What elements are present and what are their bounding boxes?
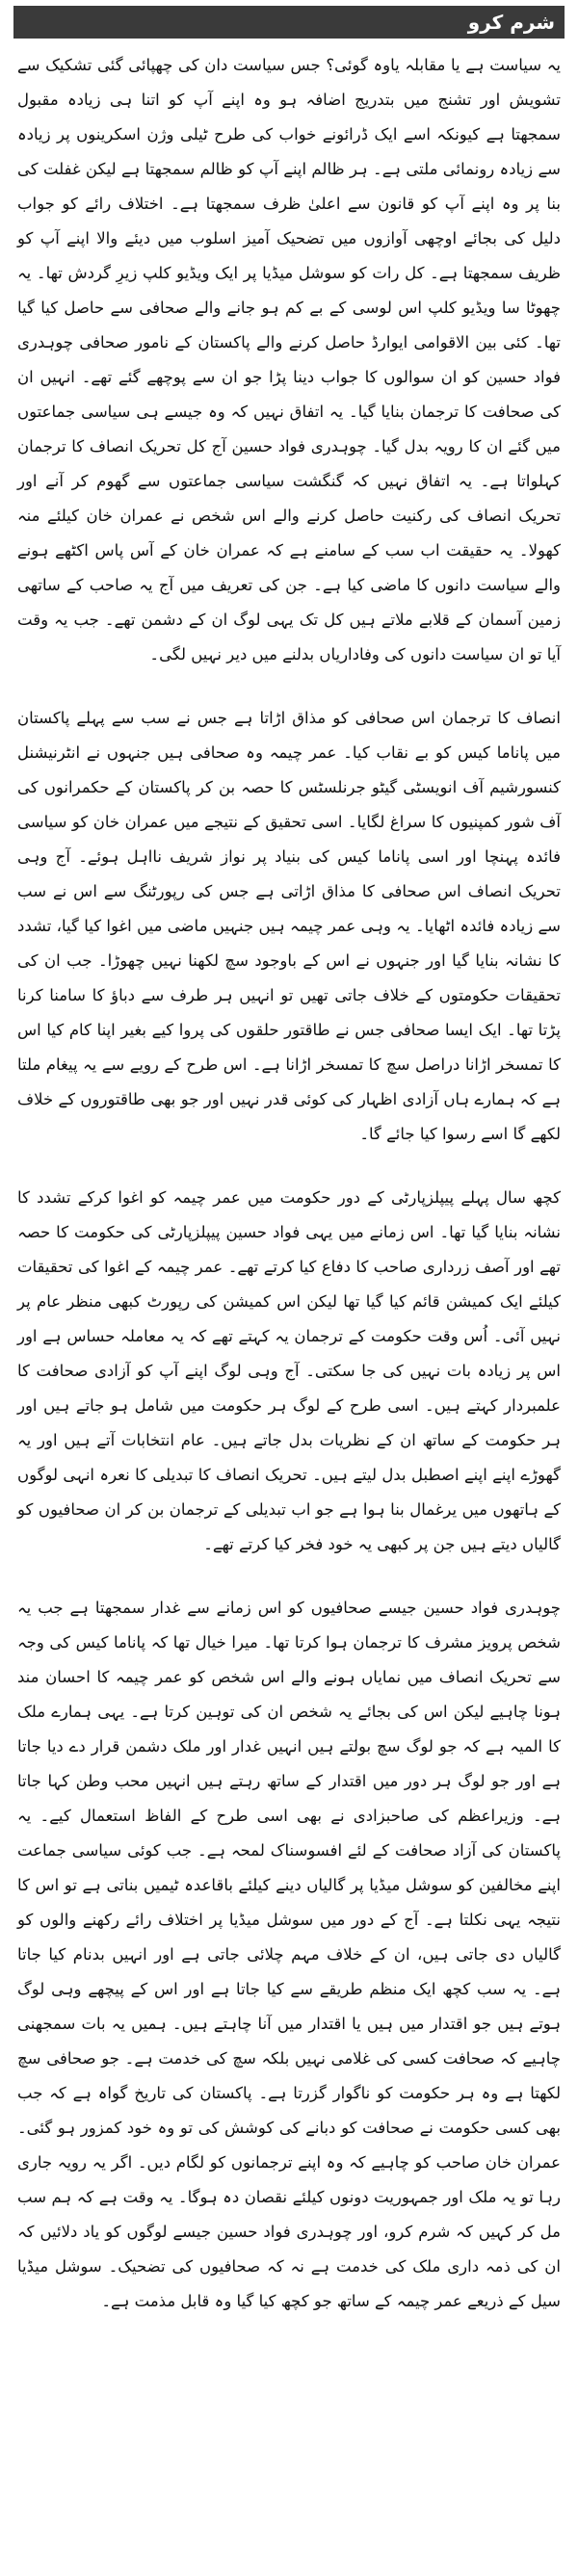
article-page	[13, 6, 565, 2567]
article-paragraph-1: یہ سیاست ہے یا مقابلہ یاوہ گوئی؟ جس سیاست دان کی چھپائی گئی تشکیک سے تشویش اور تشنج میں بتدریج اضافہ ہو وہ اپنے آپ کو اتنا ہی زیادہ مقبول سمجھتا ہے کیونکہ اسے ایک ڈرائونے خواب کی طرح ٹیلی وژن اسکرینوں پر زیادہ سے زیادہ رونمائی ملتی ہے۔ ہر ظالم اپنے آپ کو ظالم سمجھتا ہے لیکن غفلت کی بنا پر وہ اپنے آپ کو قانون سے اعلیٰ ظرف سمجھتا ہے۔ اختلاف رائے کو جواب دلیل کی بجائے اوچھی آوازوں میں تضحیک آمیز اسلوب میں دیئے والا اپنے آپ کو ظریف سمجھتا ہے۔ کل رات کو سوشل میڈیا پر ایک ویڈیو کلپ زیرِ گردش تھا۔ یہ چھوٹا سا ویڈیو کلپ اس لوسی کے بے کم ہو جانے والے صحافی سے حاصل کیا گیا تھا۔ کئی بین الاقوامی ایوارڈ حاصل کرنے والے پاکستان کے نامور صحافی چوہدری فواد حسین کو ان سوالوں کا جواب دینا پڑا جو ان سے پوچھے گئے تھے۔ انہیں ان کی صحافت کا ترجمان بنایا گیا۔ یہ اتفاق نہیں کہ وہ جیسے ہی سیاسی جماعتوں میں گئے ان کا رویہ بدل گیا۔ چوہدری فواد حسین آج کل تحریک انصاف کا ترجمان کہلواتا ہے۔ یہ اتفاق نہیں کہ گنگشت سیاسی جماعتوں سے گھوم کر آنے اور تحریک انصاف کی رکنیت حاصل کرنے والے اس شخص نے عمران خان کیلئے منہ کھولا۔ یہ حقیقت اب سب کے سامنے ہے کہ عمران خان کے آس پاس اکٹھے ہونے والے سیاست دانوں کا ماضی کیا ہے۔ جن کی تعریف میں آج یہ صاحب کے ساتھی زمین آسمان کے قلابے ملاتے ہیں کل تک یہی لوگ ان کے دشمن تھے۔ جب یہ وقت آیا تو ان سیاست دانوں کی وفاداریاں بدلنے میں دیر نہیں لگی۔	[17, 56, 561, 664]
title-bar	[13, 6, 565, 39]
article-title: شرم کرو	[467, 11, 555, 34]
article-paragraph-3: کچھ سال پہلے پیپلزپارٹی کے دور حکومت میں عمر چیمہ کو اغوا کرکے تشدد کا نشانہ بنایا گیا تھا۔ اس زمانے میں یہی فواد حسین پیپلزپارٹی کی حکومت کا حصہ تھے اور آصف زرداری صاحب کا دفاع کیا کرتے تھے۔ عمر چیمہ کے اغوا کی تحقیقات کیلئے ایک کمیشن قائم کیا گیا تھا لیکن اس کمیشن کی رپورٹ کبھی منظر عام پر نہیں آئی۔ اُس وقت حکومت کے ترجمان یہ کہتے تھے کہ یہ معاملہ حساس ہے اور اس پر زیادہ بات نہیں کی جا سکتی۔ آج وہی لوگ اپنے آپ کو آزادی صحافت کا علمبردار کہتے ہیں۔ اسی طرح کے لوگ ہر حکومت میں شامل ہو جاتے ہیں اور ہر حکومت کے ساتھ ان کے نظریات بدل جاتے ہیں۔ عام انتخابات آتے ہیں اور یہ گھوڑے اپنے اپنے اصطبل بدل لیتے ہیں۔ تحریک انصاف کا تبدیلی کا نعرہ انہی لوگوں کے ہاتھوں میں یرغمال بنا ہوا ہے جو اب تبدیلی کے ترجمان بن کر ان صحافیوں کو گالیاں دیتے ہیں جن پر کبھی یہ خود فخر کیا کرتے تھے۔	[17, 1188, 561, 1553]
article-paragraph-4: چوہدری فواد حسین جیسے صحافیوں کو اس زمانے سے غدار سمجھتا ہے جب یہ شخص پرویز مشرف کا ترجمان ہوا کرتا تھا۔ میرا خیال تھا کہ پاناما کیس کی وجہ سے تحریک انصاف میں نمایاں ہونے والے اس شخص کو عمر چیمہ کا احسان مند ہونا چاہیے لیکن اس کی بجائے یہ شخص ان کی توہین کرتا ہے۔ یہی ہمارے ملک کا المیہ ہے کہ جو لوگ سچ بولتے ہیں انہیں غدار اور ملک دشمن قرار دے دیا جاتا ہے اور جو لوگ ہر دور میں اقتدار کے ساتھ رہتے ہیں انہیں محب وطن کہا جاتا ہے۔ وزیراعظم کی صاحبزادی نے بھی اسی طرح کے الفاظ استعمال کیے۔ یہ پاکستان کی آزاد صحافت کے لئے افسوسناک لمحہ ہے۔ جب کوئی سیاسی جماعت اپنے مخالفین کو سوشل میڈیا پر گالیاں دینے کیلئے باقاعدہ ٹیمیں بناتی ہے تو اس کا نتیجہ یہی نکلتا ہے۔ آج کے دور میں سوشل میڈیا پر اختلاف رائے رکھنے والوں کو گالیاں دی جاتی ہیں، ان کے خلاف مہم چلائی جاتی ہے اور انہیں بدنام کیا جاتا ہے۔ یہ سب کچھ ایک منظم طریقے سے کیا جاتا ہے اور اس کے پیچھے وہی لوگ ہوتے ہیں جو اقتدار میں ہیں یا اقتدار میں آنا چاہتے ہیں۔ ہمیں یہ بات سمجھنی چاہیے کہ صحافت کسی کی غلامی نہیں بلکہ سچ کی خدمت ہے۔ جو صحافی سچ لکھتا ہے وہ ہر حکومت کو ناگوار گزرتا ہے۔ پاکستان کی تاریخ گواہ ہے کہ جب بھی کسی حکومت نے صحافت کو دبانے کی کوشش کی تو وہ خود کمزور ہو گئی۔ عمران خان صاحب کو چاہیے کہ وہ اپنے ترجمانوں کو لگام دیں۔ اگر یہ رویہ جاری رہا تو یہ ملک اور جمہوریت دونوں کیلئے نقصان دہ ہوگا۔ یہ وقت ہے کہ ہم سب مل کر کہیں کہ شرم کرو، اور چوہدری فواد حسین جیسے لوگوں کو یاد دلائیں کہ ان کی ذمہ داری ملک کی خدمت ہے نہ کہ صحافیوں کی تضحیک۔ سوشل میڈیا سیل کے ذریعے عمر چیمہ کے ساتھ جو کچھ کیا گیا وہ قابل مذمت ہے۔	[17, 1599, 561, 2310]
article-paragraph-2: انصاف کا ترجمان اس صحافی کو مذاق اڑاتا ہے جس نے سب سے پہلے پاکستان میں پاناما کیس کو بے نقاب کیا۔ عمر چیمہ وہ صحافی ہیں جنہوں نے انٹرنیشنل کنسورشیم آف انویسٹی گیٹو جرنلسٹس کا حصہ بن کر پاکستان کے حکمرانوں کی آف شور کمپنیوں کا سراغ لگایا۔ اسی تحقیق کے نتیجے میں عمران خان کو سیاسی فائدہ پہنچا اور اسی پاناما کیس کی بنیاد پر نواز شریف نااہل ہوئے۔ آج وہی تحریک انصاف اس صحافی کا مذاق اڑاتی ہے جس کی رپورٹنگ سے اس نے سب سے زیادہ فائدہ اٹھایا۔ یہ وہی عمر چیمہ ہیں جنہیں ماضی میں اغوا کیا گیا، تشدد کا نشانہ بنایا گیا اور جنہوں نے اس کے باوجود سچ لکھنا نہیں چھوڑا۔ جب ان کی تحقیقات حکومتوں کے خلاف جاتی تھیں تو انہیں ہر طرف سے دباؤ کا سامنا کرنا پڑتا تھا۔ ایک ایسا صحافی جس نے طاقتور حلقوں کی پروا کیے بغیر اپنا کام کیا اس کا تمسخر اڑانا دراصل سچ کا تمسخر اڑانا ہے۔ اس طرح کے رویے سے یہ پیغام ملتا ہے کہ ہمارے ہاں آزادی اظہار کی کوئی قدر نہیں اور جو بھی طاقتوروں کے خلاف لکھے گا اسے رسوا کیا جائے گا۔	[17, 709, 561, 1143]
article-body	[13, 39, 565, 2319]
